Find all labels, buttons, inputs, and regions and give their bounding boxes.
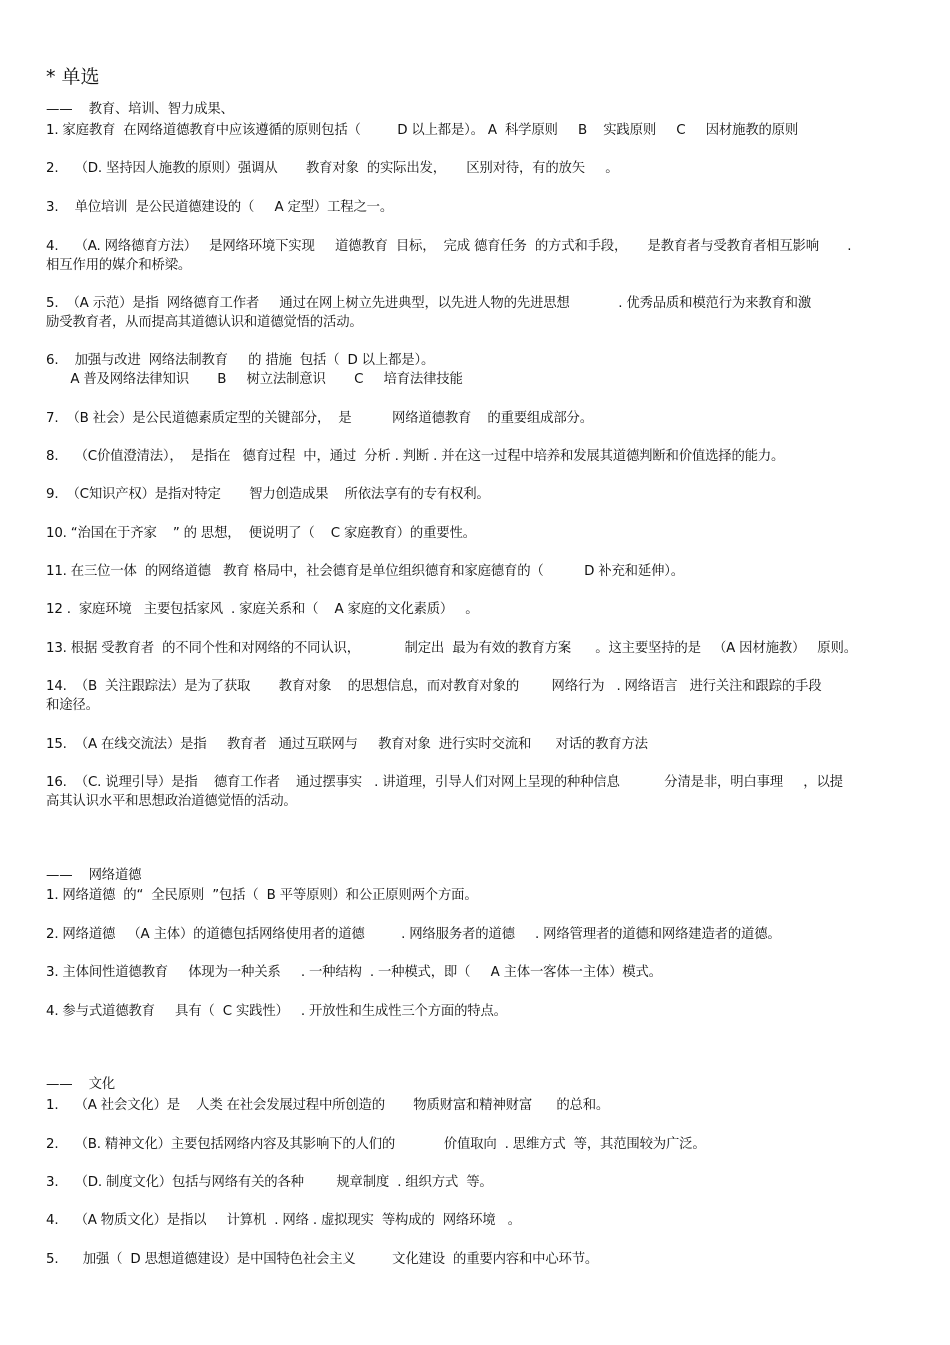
question-item: 4. （A. 网络德育方法） 是网络环境下实现 道德教育 目标， 完成 德育任务 的方式和手段， 是教育者与受教育者相互影响 . <box>46 239 852 254</box>
question-item: 3. 主体间性道德教育 体现为一种关系 . 一种结构 . 一种模式，即（ A 主体一客体一主体）模式。 <box>46 965 662 980</box>
question-item: 12 . 家庭环境 主要包括家风 . 家庭关系和（ A 家庭的文化素质） 。 <box>46 602 479 617</box>
question-item: 2. 网络道德 （A 主体）的道德包括网络使用者的道德 . 网络服务者的道德 . 网络管理者的道德和网络建造者的道德。 <box>46 927 781 942</box>
question-item: 5. （A 示范）是指 网络德育工作者 通过在网上树立先进典型，以先进人物的先进思想 . 优秀品质和模范行为来教育和激 <box>46 296 812 311</box>
question-item: 9. （C知识产权）是指对特定 智力创造成果 所依法享有的专有权利。 <box>46 487 490 502</box>
section-header: —— 文化 <box>46 1077 115 1092</box>
question-item: 2. （B. 精神文化）主要包括网络内容及其影响下的人们的 价值取向 . 思维方式 等，其范围较为广泛。 <box>46 1137 706 1152</box>
question-item-continuation: 和途径。 <box>46 698 99 713</box>
question-item: 4. （A 物质文化）是指以 计算机 . 网络 . 虚拟现实 等构成的 网络环境 。 <box>46 1213 521 1228</box>
question-item: 7. （B 社会）是公民道德素质定型的关键部分， 是 网络道德教育 的重要组成部分。 <box>46 411 593 426</box>
question-item: 1. 家庭教育 在网络道德教育中应该遵循的原则包括（ D 以上都是）。 A 科学原则 B 实践原则 C 因材施教的原则 <box>46 123 799 138</box>
question-item-continuation: 高其认识水平和思想政治道德觉悟的活动。 <box>46 794 297 809</box>
question-item: 11. 在三位一体 的网络道德 教育 格局中，社会德育是单位组织德育和家庭德育的（ D 补充和延伸）。 <box>46 564 684 579</box>
question-item-continuation: 相互作用的媒介和桥梁。 <box>46 258 192 273</box>
question-item: 1. 网络道德 的“ 全民原则 ”包括（ B 平等原则）和公正原则两个方面。 <box>46 888 478 903</box>
question-item: 2. （D. 坚持因人施教的原则）强调从 教育对象 的实际出发， 区别对待，有的放矢 。 <box>46 161 619 176</box>
question-item: 5. 加强（ D 思想道德建设）是中国特色社会主义 文化建设 的重要内容和中心环节。 <box>46 1252 599 1267</box>
page-title: * 单选 <box>46 66 100 88</box>
question-item: 13. 根据 受教育者 的不同个性和对网络的不同认识， 制定出 最为有效的教育方案 。这主要坚持的是 （A 因材施教） 原则。 <box>46 641 857 656</box>
question-item: 10. “治国在于齐家 ” 的 思想， 便说明了（ C 家庭教育）的重要性。 <box>46 526 476 541</box>
question-item: 8. （C价值澄清法）， 是指在 德育过程 中，通过 分析 . 判断 . 并在这一过程中培养和发展其道德判断和价值选择的能力。 <box>46 449 785 464</box>
question-item: 6. 加强与改进 网络法制教育 的 措施 包括（ D 以上都是）。 <box>46 353 435 368</box>
question-item: 16. （C. 说理引导）是指 德育工作者 通过摆事实 . 讲道理，引导人们对网上呈现的种种信息 分清是非，明白事理 ，以提 <box>46 775 843 790</box>
question-item: 1. （A 社会文化）是 人类 在社会发展过程中所创造的 物质财富和精神财富 的总和。 <box>46 1098 610 1113</box>
question-item: 14. （B 关注跟踪法）是为了获取 教育对象 的思想信息，而对教育对象的 网络行为 . 网络语言 进行关注和跟踪的手段 <box>46 679 822 694</box>
section-header: —— 教育、培训、智力成果、 <box>46 102 234 117</box>
question-item: 3. （D. 制度文化）包括与网络有关的各种 规章制度 . 组织方式 等。 <box>46 1175 493 1190</box>
question-item-continuation: 励受教育者，从而提高其道德认识和道德觉悟的活动。 <box>46 315 363 330</box>
question-options: A 普及网络法律知识 B 树立法制意识 C 培育法律技能 <box>46 372 463 387</box>
question-item: 15. （A 在线交流法）是指 教育者 通过互联网与 教育对象 进行实时交流和 对话的教育方法 <box>46 737 648 752</box>
question-item: 3. 单位培训 是公民道德建设的（ A 定型）工程之一。 <box>46 200 394 215</box>
section-header: —— 网络道德 <box>46 868 142 883</box>
question-item: 4. 参与式道德教育 具有（ C 实践性） . 开放性和生成性三个方面的特点。 <box>46 1004 507 1019</box>
